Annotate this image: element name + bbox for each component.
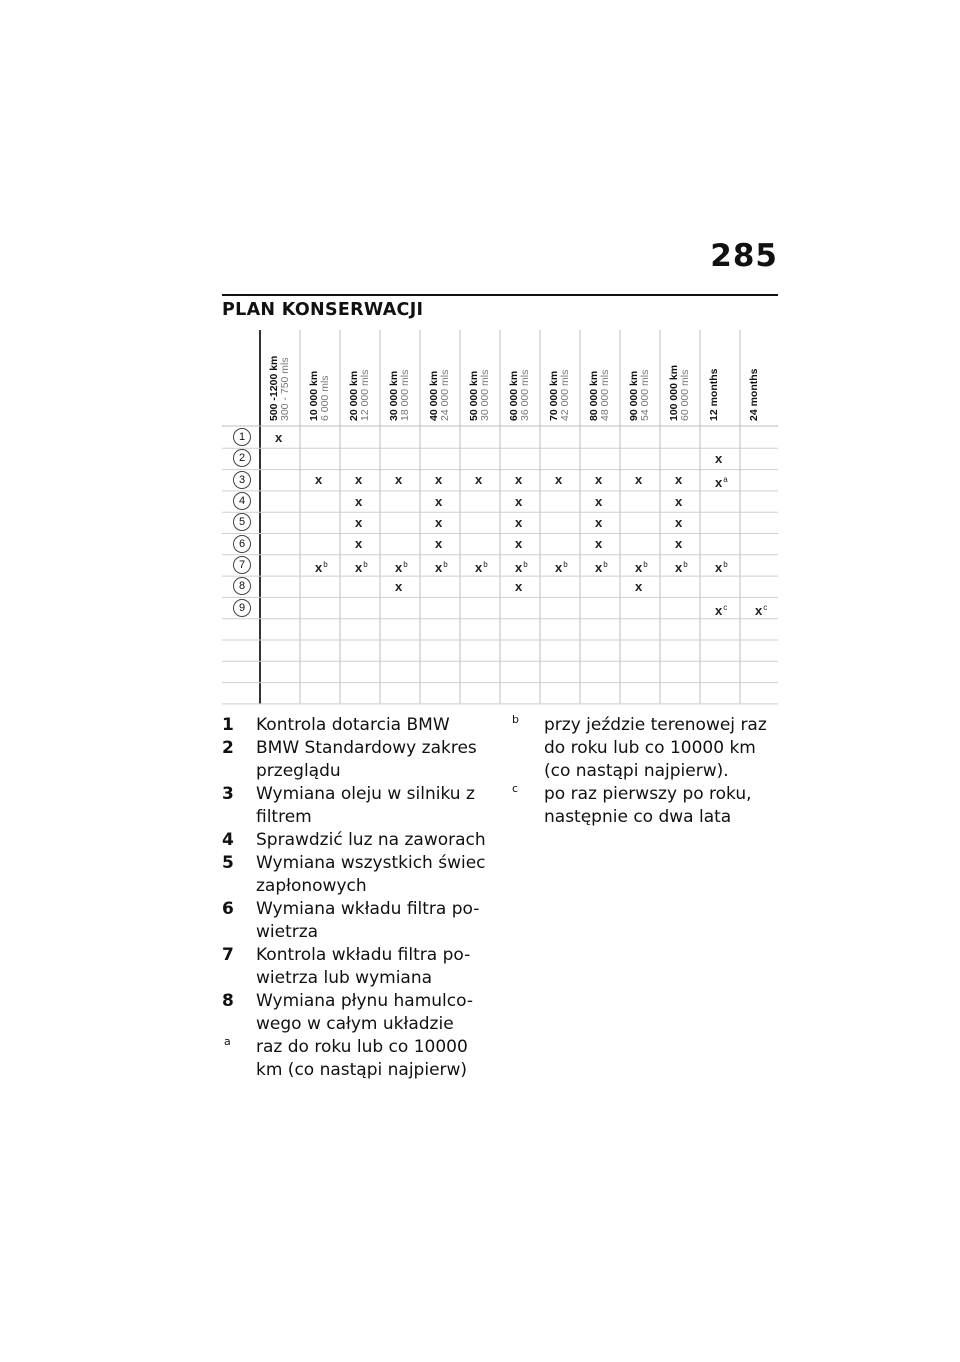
column-header xyxy=(309,371,331,421)
column-header-km: 60 000 km xyxy=(508,370,520,421)
maintenance-mark: $x^c$ xyxy=(755,603,768,619)
legend-item xyxy=(222,737,492,783)
column-header-km: 80 000 km xyxy=(588,370,600,421)
column-header-km: 90 000 km xyxy=(628,370,640,421)
legend-key: 7 xyxy=(222,945,234,965)
maintenance-mark: x xyxy=(355,472,363,488)
maintenance-mark: x xyxy=(595,514,603,530)
maintenance-mark: x xyxy=(635,578,643,594)
legend-item xyxy=(222,714,492,737)
maintenance-mark: x xyxy=(675,472,683,488)
maintenance-mark: $x^b$ xyxy=(635,560,648,576)
column-header xyxy=(669,365,691,421)
legend-text: Wymiana oleju w silniku z filtrem xyxy=(256,784,475,827)
maintenance-mark: x xyxy=(675,536,683,552)
maintenance-mark: $x^b$ xyxy=(395,560,408,576)
column-header-miles: 300 - 750 mls xyxy=(279,357,291,421)
legend-right xyxy=(510,714,780,829)
maintenance-mark: $x^b$ xyxy=(715,560,728,576)
column-header xyxy=(549,370,571,421)
maintenance-mark: x xyxy=(515,514,523,530)
row-number-badge: 2 xyxy=(233,449,251,467)
column-header-km: 40 000 km xyxy=(428,370,440,421)
maintenance-mark: x xyxy=(315,472,323,488)
legend-left xyxy=(222,714,492,1082)
maintenance-mark: x xyxy=(675,493,683,509)
row-number-badge: 3 xyxy=(233,471,251,489)
legend-item xyxy=(222,852,492,898)
row-number-badge: 6 xyxy=(233,535,251,553)
legend-text: BMW Standardowy zakres przeglądu xyxy=(256,738,477,781)
maintenance-mark: x xyxy=(515,578,523,594)
legend-item xyxy=(222,783,492,829)
maintenance-mark: $x^b$ xyxy=(595,560,608,576)
legend-key: 8 xyxy=(222,991,234,1011)
column-header-miles: 60 000 mls xyxy=(679,369,691,421)
page-number: 285 xyxy=(710,238,778,274)
maintenance-mark: x xyxy=(595,536,603,552)
row-number-badge: 5 xyxy=(233,513,251,531)
legend-key: 1 xyxy=(222,715,234,735)
column-header xyxy=(269,356,291,421)
column-header xyxy=(749,368,760,421)
maintenance-mark: $x^b$ xyxy=(355,560,368,576)
legend-item xyxy=(510,714,780,783)
maintenance-mark: x xyxy=(355,514,363,530)
legend-text: Wymiana wkładu filtra po-wietrza xyxy=(256,899,480,942)
legend-key: 5 xyxy=(222,853,234,873)
column-header-km: 50 000 km xyxy=(468,370,480,421)
legend-key: a xyxy=(224,1035,231,1048)
maintenance-mark: $x^b$ xyxy=(475,560,488,576)
row-number-badge: 1 xyxy=(233,428,251,446)
maintenance-mark: x xyxy=(435,514,443,530)
legend-key: c xyxy=(512,782,519,795)
maintenance-mark: x xyxy=(475,472,483,488)
column-header xyxy=(709,368,720,421)
maintenance-mark: x xyxy=(595,493,603,509)
maintenance-mark: x xyxy=(355,536,363,552)
row-number-badge: 4 xyxy=(233,492,251,510)
column-header-km: 24 months xyxy=(748,368,760,421)
column-header xyxy=(589,370,611,421)
legend-key: b xyxy=(512,713,519,726)
column-header xyxy=(429,370,451,421)
column-header-miles: 48 000 mls xyxy=(599,369,611,421)
legend-item xyxy=(510,783,780,829)
maintenance-mark: x xyxy=(515,493,523,509)
maintenance-mark: x xyxy=(715,450,723,466)
legend-text: po raz pierwszy po roku, następnie co dwa lata xyxy=(544,784,752,827)
column-header-km: 10 000 km xyxy=(308,370,320,421)
column-header-miles: 30 000 mls xyxy=(479,369,491,421)
column-header-km: 70 000 km xyxy=(548,370,560,421)
legend-key: 6 xyxy=(222,899,234,919)
maintenance-mark: x xyxy=(435,493,443,509)
legend-key: 3 xyxy=(222,784,234,804)
column-header xyxy=(629,370,651,421)
maintenance-mark: x xyxy=(395,578,403,594)
legend-text: Wymiana płynu hamulco-wego w całym układzie xyxy=(256,991,473,1034)
column-header xyxy=(509,370,531,421)
column-header xyxy=(349,370,371,421)
row-number-badge: 7 xyxy=(233,556,251,574)
maintenance-mark: $x^b$ xyxy=(675,560,688,576)
column-header-miles: 6 000 mls xyxy=(319,375,331,421)
maintenance-mark: x xyxy=(435,536,443,552)
maintenance-mark: x xyxy=(435,472,443,488)
maintenance-mark: x xyxy=(515,536,523,552)
maintenance-mark: $x^a$ xyxy=(715,475,728,491)
legend-text: Wymiana wszystkich świec zapłonowych xyxy=(256,853,486,896)
legend-text: Sprawdzić luz na zaworach xyxy=(256,830,486,850)
maintenance-mark: x xyxy=(635,472,643,488)
column-header-miles: 12 000 mls xyxy=(359,369,371,421)
column-header-miles: 18 000 mls xyxy=(399,369,411,421)
legend-text: Kontrola wkładu filtra po-wietrza lub wymiana xyxy=(256,945,471,988)
column-header xyxy=(469,370,491,421)
column-header-km: 500 -1200 km xyxy=(268,355,280,421)
legend-item xyxy=(222,944,492,990)
maintenance-mark: $x^c$ xyxy=(715,603,728,619)
maintenance-mark: $x^b$ xyxy=(515,560,528,576)
legend-item xyxy=(222,1036,492,1082)
maintenance-mark: x xyxy=(275,429,283,445)
maintenance-mark: x xyxy=(395,472,403,488)
legend-key: 4 xyxy=(222,830,234,850)
legend-item xyxy=(222,898,492,944)
legend-item xyxy=(222,990,492,1036)
legend-text: raz do roku lub co 10000 km (co nastąpi najpierw) xyxy=(256,1037,468,1080)
maintenance-mark: $x^b$ xyxy=(555,560,568,576)
legend-item xyxy=(222,829,492,852)
row-number-badge: 8 xyxy=(233,577,251,595)
column-header-miles: 42 000 mls xyxy=(559,369,571,421)
section-title: PLAN KONSERWACJI xyxy=(222,300,424,320)
maintenance-mark: x xyxy=(595,472,603,488)
column-header-miles: 36 000 mls xyxy=(519,369,531,421)
legend-text: przy jeździe terenowej raz do roku lub co 10000 km (co nastąpi najpierw). xyxy=(544,715,767,781)
column-header xyxy=(389,370,411,421)
maintenance-mark: x xyxy=(555,472,563,488)
column-header-km: 20 000 km xyxy=(348,370,360,421)
column-header-miles: 54 000 mls xyxy=(639,369,651,421)
maintenance-mark: $x^b$ xyxy=(435,560,448,576)
column-header-km: 12 months xyxy=(708,368,720,421)
row-number-badge: 9 xyxy=(233,599,251,617)
maintenance-mark: x xyxy=(355,493,363,509)
column-header-miles: 24 000 mls xyxy=(439,369,451,421)
maintenance-mark: x xyxy=(675,514,683,530)
maintenance-mark: x xyxy=(515,472,523,488)
legend-key: 2 xyxy=(222,738,234,758)
legend-text: Kontrola dotarcia BMW xyxy=(256,715,450,735)
maintenance-mark: $x^b$ xyxy=(315,560,328,576)
column-header-km: 100 000 km xyxy=(668,364,680,421)
column-header-km: 30 000 km xyxy=(388,370,400,421)
